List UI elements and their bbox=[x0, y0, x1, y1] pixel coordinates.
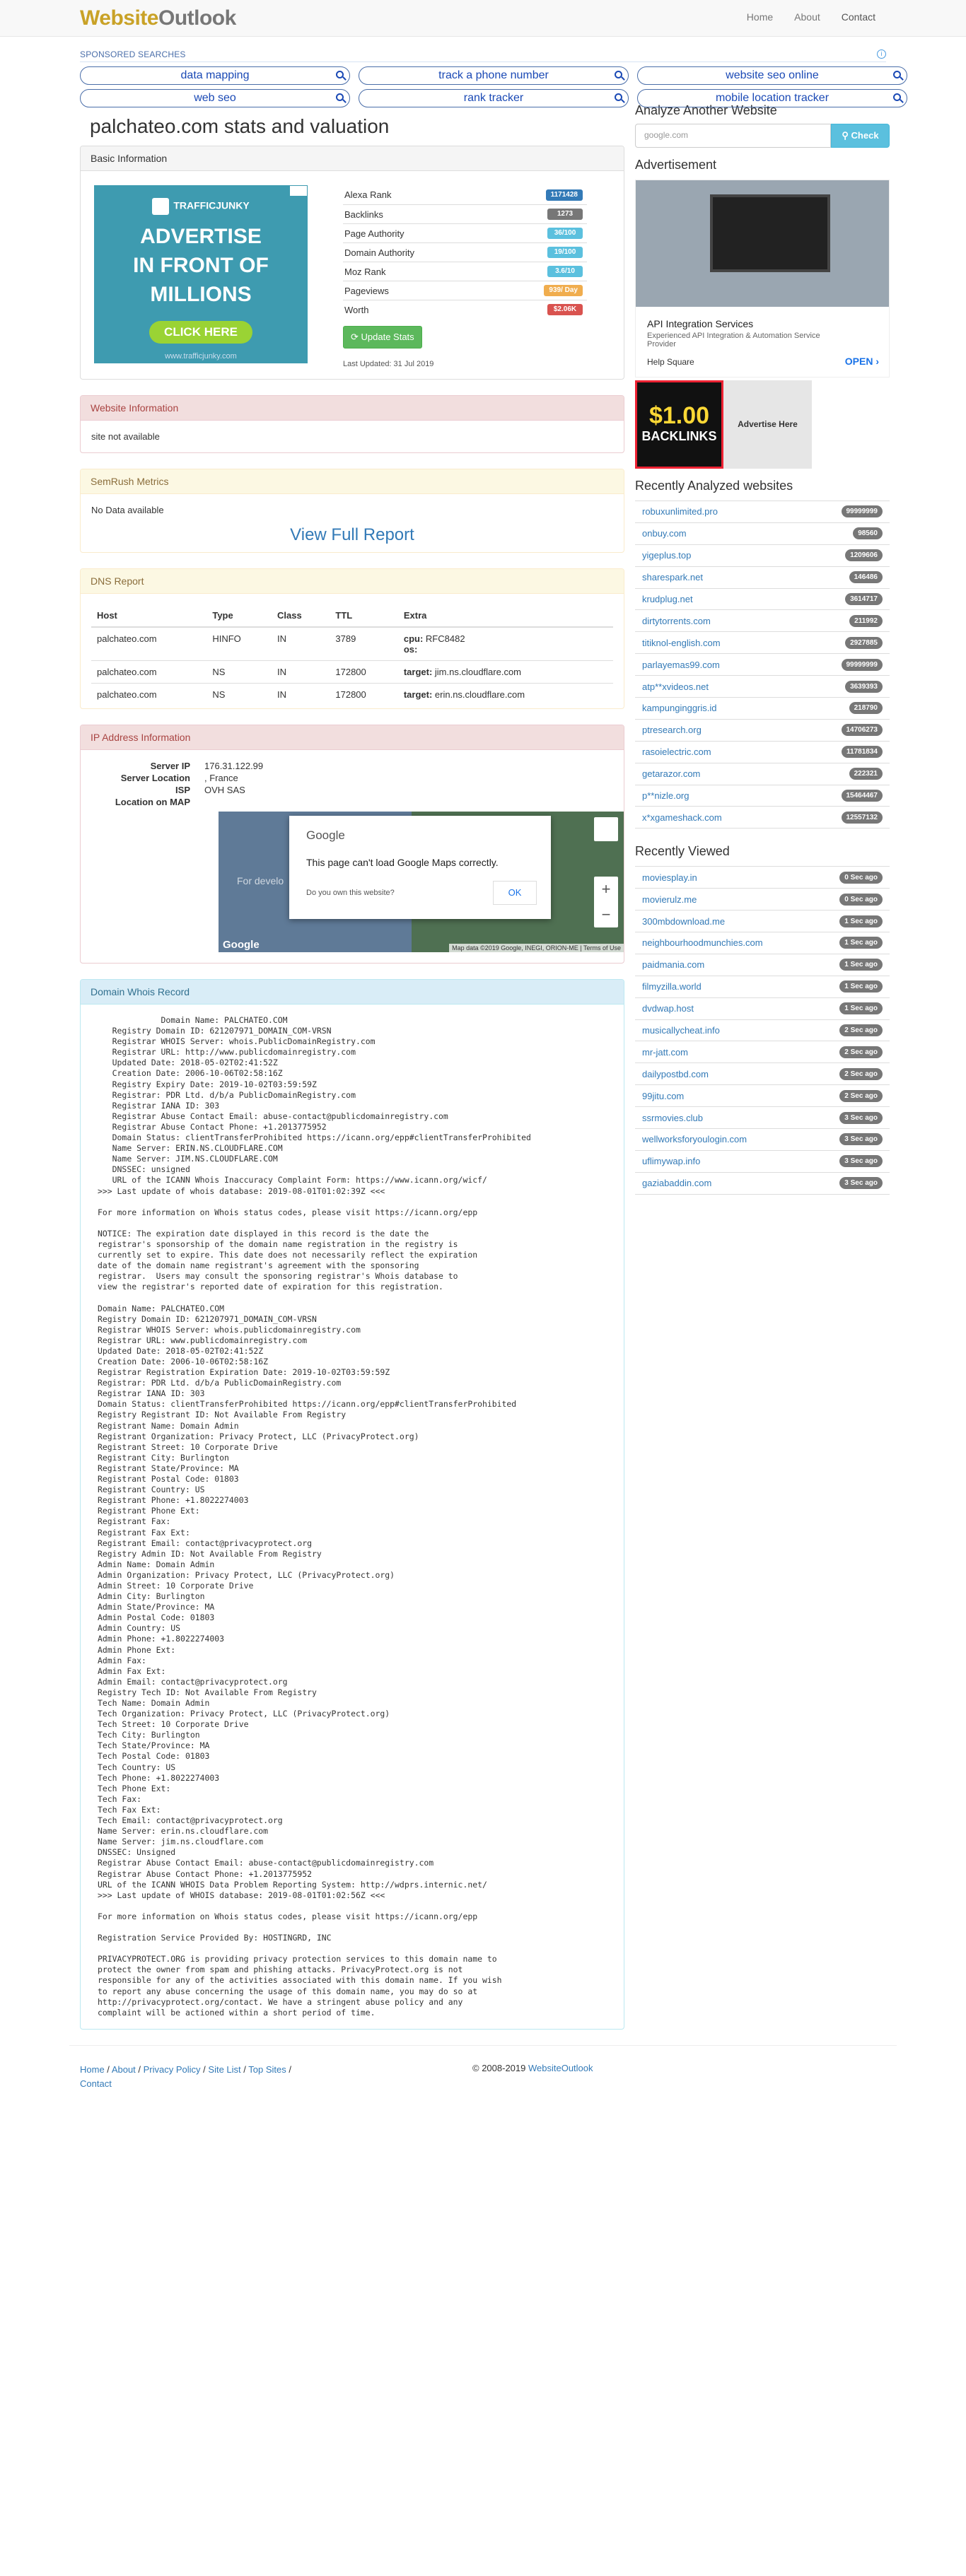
stat-row bbox=[343, 242, 587, 262]
stat-label: Domain Authority bbox=[344, 247, 414, 258]
ad-line-2: IN FRONT OF bbox=[133, 254, 269, 277]
list-item bbox=[635, 1151, 890, 1173]
sponsored-pill-label: web seo bbox=[194, 92, 236, 104]
count-badge: 218790 bbox=[849, 702, 883, 714]
sponsored-pill[interactable] bbox=[359, 66, 629, 85]
sponsored-pill-label: rank tracker bbox=[463, 92, 524, 104]
stats-table bbox=[343, 185, 587, 368]
viewed-list bbox=[635, 866, 890, 1194]
dns-extra-key: os: bbox=[403, 644, 418, 655]
search-icon bbox=[615, 71, 622, 78]
site-link[interactable]: titiknol-english.com bbox=[642, 637, 721, 648]
fullscreen-icon[interactable] bbox=[594, 817, 618, 841]
stat-label: Worth bbox=[344, 304, 369, 315]
list-item bbox=[635, 932, 890, 954]
list-item bbox=[635, 698, 890, 720]
list-item bbox=[635, 1020, 890, 1042]
ip-row bbox=[81, 761, 624, 773]
search-icon bbox=[893, 93, 901, 101]
map-google-title: Google bbox=[306, 829, 345, 842]
sponsored-pill[interactable] bbox=[80, 66, 350, 85]
map-ok-button[interactable]: OK bbox=[493, 881, 537, 905]
site-link[interactable]: wellworksforyoulogin.com bbox=[642, 1134, 747, 1145]
count-badge: 146486 bbox=[849, 571, 883, 583]
panel-heading: Website Information bbox=[81, 396, 624, 421]
site-link[interactable]: dailypostbd.com bbox=[642, 1068, 709, 1079]
semrush-panel bbox=[80, 469, 624, 553]
dns-cell-ttl: 172800 bbox=[330, 684, 397, 706]
ad-url: www.trafficjunky.com bbox=[165, 352, 237, 361]
count-badge: 12557132 bbox=[842, 812, 883, 824]
site-link[interactable]: 99jitu.com bbox=[642, 1090, 685, 1101]
site-link[interactable]: dirtytorrents.com bbox=[642, 615, 711, 626]
chevron-right-icon: › bbox=[875, 356, 879, 367]
site-link[interactable]: uflimywap.info bbox=[642, 1156, 701, 1167]
dns-header: Extra bbox=[398, 604, 613, 627]
dns-panel bbox=[80, 568, 624, 709]
list-item bbox=[635, 545, 890, 567]
backlinks-ad-row bbox=[635, 380, 890, 469]
site-link[interactable]: filmyzilla.world bbox=[642, 981, 702, 993]
dns-cell-extra bbox=[398, 684, 613, 706]
stat-label: Moz Rank bbox=[344, 266, 386, 277]
dns-cell-extra bbox=[398, 627, 613, 661]
count-badge: 1 Sec ago bbox=[839, 915, 883, 927]
dns-extra-key: target: bbox=[403, 689, 433, 700]
count-badge: 2 Sec ago bbox=[839, 1024, 883, 1036]
count-badge: 2 Sec ago bbox=[839, 1046, 883, 1058]
site-link[interactable]: dvdwap.host bbox=[642, 1003, 694, 1014]
ip-key: Server IP bbox=[150, 761, 190, 771]
panel-heading: Basic Information bbox=[81, 146, 624, 171]
backlinks-price: $1.00 bbox=[648, 402, 710, 429]
stat-row bbox=[343, 262, 587, 281]
dns-cell-class: IN bbox=[272, 661, 330, 684]
stat-badge: 19/100 bbox=[547, 247, 583, 258]
count-badge: 3639393 bbox=[845, 681, 883, 693]
footer-brand-link[interactable]: WebsiteOutlook bbox=[528, 2062, 593, 2073]
recent-heading: Recently Analyzed websites bbox=[635, 479, 793, 493]
count-badge: 1209606 bbox=[845, 549, 883, 561]
count-badge: 98560 bbox=[853, 527, 883, 539]
list-item bbox=[635, 742, 890, 763]
dns-cell-type: NS bbox=[206, 661, 272, 684]
dns-cell-ttl: 172800 bbox=[330, 661, 397, 684]
site-link[interactable]: moviesplay.in bbox=[642, 872, 697, 883]
ip-key: ISP bbox=[175, 785, 190, 795]
list-item bbox=[635, 676, 890, 698]
list-item bbox=[635, 1063, 890, 1085]
ad-cta-button[interactable]: CLICK HERE bbox=[149, 321, 252, 344]
site-link[interactable]: robuxunlimited.pro bbox=[642, 506, 718, 517]
list-item bbox=[635, 632, 890, 654]
ad-choices-icon[interactable] bbox=[290, 186, 307, 196]
analyze-form bbox=[635, 124, 890, 148]
main-column bbox=[80, 112, 624, 2045]
count-badge: 1 Sec ago bbox=[839, 937, 883, 949]
footer-link-sitelist[interactable]: Site List bbox=[208, 2063, 241, 2075]
count-badge: 1 Sec ago bbox=[839, 959, 883, 971]
viewed-heading: Recently Viewed bbox=[635, 844, 730, 859]
dns-header: Class bbox=[272, 604, 330, 627]
site-link[interactable]: movierulz.me bbox=[642, 894, 697, 905]
dns-header: TTL bbox=[330, 604, 397, 627]
map-error-message: This page can't load Google Maps correctly. bbox=[306, 857, 499, 868]
count-badge: 99999999 bbox=[842, 659, 883, 671]
basic-info-panel bbox=[80, 146, 624, 380]
site-link[interactable]: x*xgameshack.com bbox=[642, 812, 722, 823]
site-link[interactable]: onbuy.com bbox=[642, 528, 687, 539]
dns-row bbox=[91, 684, 613, 706]
footer-links: Home / About / Privacy Policy / Site List / Top Sites / Contact bbox=[80, 2063, 291, 2089]
ad-line-1: ADVERTISE bbox=[140, 225, 262, 248]
dns-cell-class: IN bbox=[272, 684, 330, 706]
website-info-body: site not available bbox=[91, 431, 160, 442]
count-badge: 3 Sec ago bbox=[839, 1155, 883, 1167]
dns-extra-value: RFC8482 bbox=[423, 633, 465, 644]
list-item bbox=[635, 589, 890, 611]
dns-extra-key: cpu: bbox=[403, 633, 424, 644]
count-badge: 2 Sec ago bbox=[839, 1068, 883, 1080]
info-icon[interactable]: i bbox=[877, 49, 886, 59]
ad-subtitle: Experienced API Integration & Automation Service Provider bbox=[647, 332, 820, 349]
semrush-body: No Data available bbox=[91, 505, 164, 515]
ad-image bbox=[636, 180, 889, 307]
ad-title: API Integration Services bbox=[647, 318, 754, 329]
footer-link-about[interactable]: About bbox=[111, 2063, 136, 2075]
stat-label: Pageviews bbox=[344, 285, 389, 296]
sponsored-pill[interactable] bbox=[359, 89, 629, 107]
site-link[interactable]: paidmania.com bbox=[642, 959, 705, 971]
laptop-image bbox=[710, 194, 830, 272]
dns-extra-value: erin.ns.cloudflare.com bbox=[432, 689, 525, 700]
list-item bbox=[635, 867, 890, 889]
count-badge: 3 Sec ago bbox=[839, 1177, 883, 1189]
panel-heading: DNS Report bbox=[81, 569, 624, 594]
advertise-here-slot[interactable]: Advertise Here bbox=[723, 380, 812, 469]
count-badge: 211992 bbox=[849, 615, 883, 627]
sponsored-pill-label: data mapping bbox=[180, 69, 250, 81]
dns-extra-key: target: bbox=[403, 667, 433, 677]
search-icon bbox=[336, 71, 344, 78]
nav-about[interactable]: About bbox=[794, 11, 820, 23]
trafficjunky-logo-icon bbox=[152, 198, 169, 215]
view-full-report-link[interactable]: View Full Report bbox=[290, 525, 414, 544]
check-button[interactable] bbox=[831, 124, 890, 148]
brand-logo[interactable] bbox=[80, 6, 236, 30]
dns-cell-extra bbox=[398, 661, 613, 684]
search-icon: ⚲ bbox=[842, 130, 851, 141]
dns-cell-host: palchateo.com bbox=[91, 661, 206, 684]
dns-cell-type: NS bbox=[206, 684, 272, 706]
brand-part-2: Outlook bbox=[158, 6, 236, 30]
ip-panel bbox=[80, 725, 624, 964]
dns-extra-value: jim.ns.cloudflare.com bbox=[432, 667, 522, 677]
zoom-in-icon[interactable]: + bbox=[601, 880, 611, 898]
advertisement-heading: Advertisement bbox=[635, 158, 717, 172]
footer-link-privacy[interactable]: Privacy Policy bbox=[143, 2063, 201, 2075]
sponsored-pill-label: track a phone number bbox=[438, 69, 549, 81]
list-item bbox=[635, 523, 890, 545]
list-item bbox=[635, 976, 890, 998]
nav-links bbox=[736, 0, 886, 34]
stat-row bbox=[343, 185, 587, 204]
list-item bbox=[635, 1085, 890, 1107]
stat-label: Alexa Rank bbox=[344, 189, 392, 200]
map-dev-text: For develo bbox=[237, 875, 284, 886]
site-link[interactable]: musicallycheat.info bbox=[642, 1025, 720, 1036]
sponsored-searches bbox=[80, 49, 886, 112]
stat-row bbox=[343, 281, 587, 300]
recent-list bbox=[635, 500, 890, 829]
ip-value: 176.31.122.99 bbox=[204, 761, 264, 771]
ad-open-button[interactable] bbox=[845, 356, 879, 367]
site-link[interactable]: sharespark.net bbox=[642, 572, 703, 583]
dns-table bbox=[91, 604, 613, 706]
nav-contact[interactable]: Contact bbox=[841, 11, 875, 23]
ip-row bbox=[81, 785, 624, 797]
stat-row bbox=[343, 204, 587, 223]
list-item bbox=[635, 911, 890, 932]
count-badge: 3 Sec ago bbox=[839, 1112, 883, 1124]
sponsored-heading: SPONSORED SEARCHES bbox=[80, 49, 886, 62]
site-link[interactable]: mr-jatt.com bbox=[642, 1046, 688, 1058]
dns-cell-class: IN bbox=[272, 627, 330, 661]
dns-cell-host: palchateo.com bbox=[91, 627, 206, 661]
list-item bbox=[635, 567, 890, 589]
dns-cell-type: HINFO bbox=[206, 627, 272, 661]
search-icon bbox=[615, 93, 622, 101]
site-link[interactable]: getarazor.com bbox=[642, 768, 701, 780]
site-link[interactable]: p**nizle.org bbox=[642, 790, 689, 802]
footer-link-contact[interactable]: Contact bbox=[80, 2078, 112, 2089]
count-badge: 3 Sec ago bbox=[839, 1133, 883, 1145]
panel-heading: SemRush Metrics bbox=[81, 469, 624, 494]
site-link[interactable]: krudplug.net bbox=[642, 594, 693, 604]
list-item bbox=[635, 785, 890, 807]
footer-link-topsites[interactable]: Top Sites bbox=[248, 2063, 286, 2075]
zoom-control[interactable] bbox=[594, 877, 618, 927]
ad-line-3: MILLIONS bbox=[150, 283, 252, 306]
panel-heading: IP Address Information bbox=[81, 725, 624, 750]
update-stats-button[interactable] bbox=[343, 326, 422, 349]
dns-row bbox=[91, 627, 613, 661]
stat-badge: 1171428 bbox=[546, 189, 583, 201]
footer bbox=[69, 2045, 897, 2091]
last-updated: Last Updated: 31 Jul 2019 bbox=[343, 360, 434, 368]
dns-row bbox=[91, 661, 613, 684]
count-badge: 0 Sec ago bbox=[839, 894, 883, 906]
count-badge: 1 Sec ago bbox=[839, 1002, 883, 1014]
stat-badge: 1273 bbox=[547, 209, 583, 220]
nav-home[interactable]: Home bbox=[746, 11, 774, 23]
ip-value: , France bbox=[204, 773, 238, 783]
site-link[interactable]: ssrmovies.club bbox=[642, 1112, 703, 1123]
list-item bbox=[635, 763, 890, 785]
analyze-heading: Analyze Another Website bbox=[635, 103, 777, 117]
website-info-panel bbox=[80, 395, 624, 453]
count-badge: 3614717 bbox=[845, 593, 883, 605]
list-item bbox=[635, 1107, 890, 1129]
site-link[interactable]: gaziabaddin.com bbox=[642, 1178, 712, 1189]
brand-part-1: Website bbox=[80, 6, 158, 30]
trafficjunky-ad[interactable] bbox=[94, 185, 308, 363]
page-title: palchateo.com stats and valuation bbox=[90, 115, 390, 137]
list-item bbox=[635, 610, 890, 632]
dns-cell-host: palchateo.com bbox=[91, 684, 206, 706]
stat-label: Backlinks bbox=[344, 209, 383, 220]
refresh-icon: ⟳ bbox=[351, 332, 361, 342]
list-item bbox=[635, 1173, 890, 1195]
list-item bbox=[635, 1129, 890, 1151]
list-item bbox=[635, 501, 890, 523]
check-label: Check bbox=[851, 130, 879, 141]
footer-link-home[interactable]: Home bbox=[80, 2063, 105, 2075]
map-error-dialog bbox=[289, 816, 551, 919]
sponsored-pill-label: mobile location tracker bbox=[715, 92, 830, 104]
list-item bbox=[635, 954, 890, 976]
sidebar bbox=[635, 103, 890, 2045]
ip-row bbox=[81, 797, 624, 809]
count-badge: 11781834 bbox=[842, 746, 883, 758]
list-item bbox=[635, 998, 890, 1020]
site-link[interactable]: 300mbdownload.me bbox=[642, 915, 726, 927]
api-integration-ad[interactable] bbox=[635, 180, 890, 377]
ad-brand: TRAFFICJUNKY bbox=[173, 199, 250, 211]
count-badge: 1 Sec ago bbox=[839, 980, 883, 993]
stat-badge: 939/ Day bbox=[544, 285, 583, 296]
google-map[interactable] bbox=[219, 812, 624, 952]
stat-row bbox=[343, 300, 587, 319]
ip-key: Server Location bbox=[120, 773, 190, 783]
site-link[interactable]: atp**xvideos.net bbox=[642, 681, 709, 692]
stat-badge: 3.6/10 bbox=[547, 266, 583, 277]
site-link[interactable]: kampunginggris.id bbox=[642, 703, 717, 714]
map-own-site-link[interactable]: Do you own this website? bbox=[306, 889, 395, 897]
domain-search-input[interactable]: google.com bbox=[635, 124, 831, 148]
stat-label: Page Authority bbox=[344, 228, 405, 239]
search-icon bbox=[893, 71, 901, 78]
count-badge: 222321 bbox=[849, 768, 883, 780]
dns-header: Type bbox=[206, 604, 272, 627]
ad-open-label: OPEN bbox=[844, 356, 873, 367]
dns-header: Host bbox=[91, 604, 206, 627]
search-icon bbox=[336, 93, 344, 101]
map-footer: Map data ©2019 Google, INEGI, ORION-ME | Terms of Use bbox=[449, 944, 624, 952]
site-link[interactable]: yigeplus.top bbox=[642, 550, 692, 561]
navbar bbox=[0, 0, 966, 37]
ip-key: Location on MAP bbox=[115, 797, 190, 807]
list-item bbox=[635, 889, 890, 911]
count-badge: 2927885 bbox=[845, 637, 883, 649]
sponsored-pill[interactable] bbox=[637, 66, 907, 85]
copyright: © 2008-2019 bbox=[472, 2062, 526, 2073]
count-badge: 14706273 bbox=[842, 724, 883, 736]
count-badge: 2 Sec ago bbox=[839, 1090, 883, 1102]
stat-badge: $2.06K bbox=[547, 304, 583, 315]
count-badge: 99999999 bbox=[842, 505, 883, 517]
ad-host: Help Square bbox=[647, 357, 694, 367]
count-badge: 0 Sec ago bbox=[839, 872, 883, 884]
backlinks-label: BACKLINKS bbox=[641, 429, 717, 443]
whois-text: Domain Name: PALCHATEO.COM Registry Domain ID: 621207971_DOMAIN_COM-VRSN Registrar WHOIS Server: whois.PublicDomainRegistry.com Registrar URL: http://www.publicdomainregistry.com Updated Date: 2018-05-02T02:41:52Z Creation Date: 2006-10-06T02:58:16Z Registry Expiry Date: 2019-10-02T03:59:59Z Registrar: PDR Ltd. d/b/a PublicDomainRegistry.com Registrar IANA ID: 303 Registrar Abuse Contact Email: abuse-contact@publicdomainregistry.com Registrar Abuse Contact Phone: +1.2013775952 Domain Status: clientTransferProhibited https://icann.org/epp#clientTransferProhibited Name Server: ERIN.NS.CLOUDFLARE.COM Name Server: JIM.NS.CLOUDFLARE.COM DNSSEC: unsigned URL of the ICANN Whois Inaccuracy Complaint Form: https://www.icann.org/wicf/ >>> Last update of whois database: 2019-08-01T01:02:39Z <<< For more information on Whois status codes, please visit https://icann.org/epp NOTICE: The expiration date displayed in this record is the date the registrar's sponsorship of the domain name registration in the registry is currently set to expire. This date does not necessarily reflect the expiration date of the domain name registrant's agreement with the sponsoring registrar. Users may consult the sponsoring registrar's Whois database to view the registrar's reported date of expiration for this registration. Domain Name: PALCHATEO.COM Registry Domain ID: 621207971_DOMAIN_COM-VRSN Registrar WHOIS Server: whois.publicdomainregistry.com Registrar URL: www.publicdomainregistry.com Updated Date: 2018-05-02T02:41:52Z Creation Date: 2006-10-06T02:58:16Z Registrar Registration Expiration Date: 2019-10-02T03:59:59Z Registrar: PDR Ltd. d/b/a PublicDomainRegistry.com Registrar IANA ID: 303 Domain Status: clientTransferProhibited https://icann.org/epp#clientTransferProhibited Registry Registrant ID: Not Available From Registry Registrant Name: Domain Admin Registrant Organization: Privacy Protect, LLC (PrivacyProtect.org) Registrant Street: 10 Corporate Drive Registrant City: Burlington Registrant State/Province: MA Registrant Postal Code: 01803 Registrant Country: US Registrant Phone: +1.8022274003 Registrant Phone Ext: Registrant Fax: Registrant Fax Ext: Registrant Email: contact@privacyprotect.org Registry Admin ID: Not Available From Registry Admin Name: Domain Admin Admin Organization: Privacy Protect, LLC (PrivacyProtect.org) Admin Street: 10 Corporate Drive Admin City: Burlington Admin State/Province: MA Admin Postal Code: 01803 Admin Country: US Admin Phone: +1.8022274003 Admin Phone Ext: Admin Fax: Admin Fax Ext: Admin Email: contact@privacyprotect.org Registry Tech ID: Not Available From Registry Tech Name: Domain Admin Tech Organization: Privacy Protect, LLC (PrivacyProtect.org) Tech Street: 10 Corporate Drive Tech City: Burlington Tech State/Province: MA Tech Postal Code: 01803 Tech Country: US Tech Phone: +1.8022274003 Tech Phone Ext: Tech Fax: Tech Fax Ext: Tech Email: contact@privacyprotect.org Name Server: erin.ns.cloudflare.com Name Server: jim.ns.cloudflare.com DNSSEC: Unsigned Registrar Abuse Contact Email: abuse-contact@publicdomainregistry.com Registrar Abuse Contact Phone: +1.2013775952 URL of the ICANN WHOIS Data Problem Reporting System: http://wdprs.internic.net/ >>> Last update of WHOIS database: 2019-08-01T01:02:56Z <<< For more information on Whois status codes, please visit https://icann.org/epp Registration Service Provided By: HOSTINGRD, INC PRIVACYPROTECT.ORG is providing privacy protection services to this domain name to protect the owner from spam and phishing attacks. PrivacyProtect.org is not responsible for any of the activities associated with this domain name. If you wish to report any abuse concerning the usage of this domain name, you may do so at http://privacyprotect.org/contact. We have a stringent abuse policy and any complaint will be actioned within a short period of time. bbox=[98, 1015, 531, 2018]
list-item bbox=[635, 807, 890, 829]
stat-badge: 36/100 bbox=[547, 228, 583, 239]
whois-panel bbox=[80, 979, 624, 2030]
zoom-out-icon[interactable]: − bbox=[601, 906, 611, 923]
stat-row bbox=[343, 223, 587, 242]
site-link[interactable]: parlayemas99.com bbox=[642, 659, 720, 670]
panel-heading: Domain Whois Record bbox=[81, 980, 624, 1005]
ip-row bbox=[81, 773, 624, 785]
site-link[interactable]: neighbourhoodmunchies.com bbox=[642, 937, 763, 949]
site-link[interactable]: rasoielectric.com bbox=[642, 747, 711, 758]
list-item bbox=[635, 720, 890, 742]
list-item bbox=[635, 654, 890, 676]
dns-cell-ttl: 3789 bbox=[330, 627, 397, 661]
count-badge: 15464467 bbox=[842, 790, 883, 802]
site-link[interactable]: ptresearch.org bbox=[642, 725, 702, 736]
backlinks-ad[interactable] bbox=[635, 380, 723, 469]
sponsored-pill[interactable] bbox=[80, 89, 350, 107]
sponsored-pill-label: website seo online bbox=[726, 69, 819, 81]
update-stats-label: Update Stats bbox=[361, 332, 414, 342]
google-logo: Google bbox=[223, 939, 260, 951]
list-item bbox=[635, 1041, 890, 1063]
ip-value: OVH SAS bbox=[204, 785, 245, 795]
sponsored-pill[interactable] bbox=[637, 89, 907, 107]
